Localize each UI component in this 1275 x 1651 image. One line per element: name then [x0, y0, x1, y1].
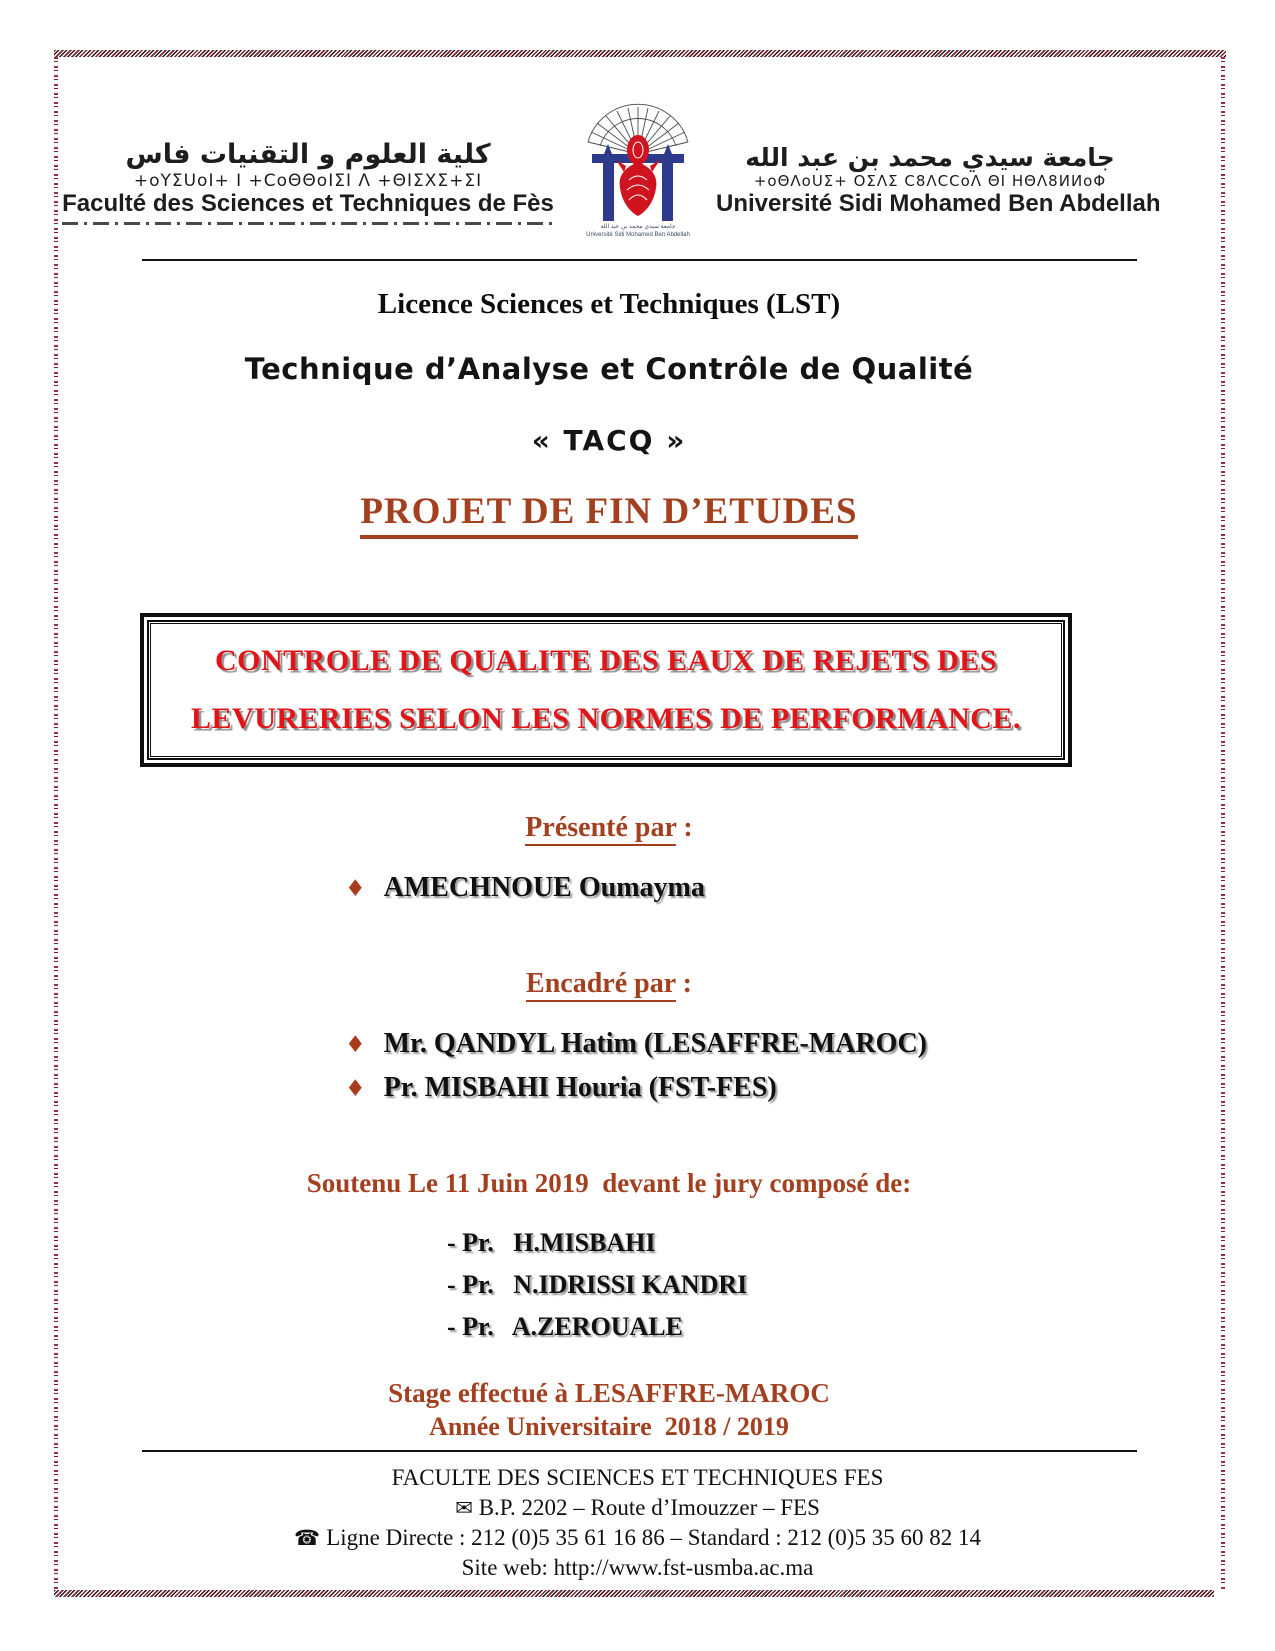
document-type-text: PROJET DE FIN D’ETUDES — [360, 491, 857, 539]
supervisor-item — [345, 1072, 927, 1104]
emblem-caption — [574, 224, 702, 240]
supervisor-name: Pr. MISBAHI Houria (FST-FES) — [383, 1072, 777, 1103]
faculty-name-french: Faculté des Sciences et Techniques de Fès — [62, 190, 554, 218]
supervised-by-heading: Encadré par : — [0, 968, 1218, 1000]
subject-box-content — [150, 623, 1062, 757]
specialty-acronym: « TACQ » — [531, 424, 687, 457]
mail-icon: ✉ — [455, 1496, 473, 1520]
document-type-title — [0, 490, 1218, 533]
subject-box-inner-border — [147, 620, 1065, 760]
faculty-dashdot-underline — [62, 222, 554, 225]
supervisor-item — [345, 1028, 927, 1060]
defense-heading: Soutenu Le 11 Juin 2019 devant le jury composé de: — [306, 1168, 912, 1198]
footer-institution-name: FACULTE DES SCIENCES ET TECHNIQUES FES — [391, 1465, 884, 1490]
subject-box — [140, 613, 1072, 767]
footer-phone-line — [0, 1523, 1275, 1553]
footer-address-line — [0, 1493, 1275, 1523]
frame-top-border — [54, 50, 1226, 57]
emblem-caption-arabic: جامعة سيدي محمد بن عبد الله — [600, 224, 676, 230]
diamond-bullet-icon: ♦ — [345, 1076, 366, 1102]
jury-member: - Pr. A.ZEROUALE — [447, 1312, 683, 1341]
footer-separator-line — [142, 1450, 1137, 1452]
presented-by-heading: Présenté par : — [0, 812, 1218, 844]
jury-member: - Pr. H.MISBAHI — [447, 1228, 656, 1257]
jury-member: - Pr. N.IDRISSI KANDRI — [447, 1270, 748, 1299]
diamond-bullet-icon: ♦ — [345, 1032, 366, 1058]
diamond-bullet-icon: ♦ — [345, 876, 366, 902]
program-title: Licence Sciences et Techniques (LST) — [377, 288, 841, 320]
subject-title-line2: LEVURERIES SELON LES NORMES DE PERFORMANCE. — [191, 702, 1021, 735]
university-emblem-logo — [574, 100, 702, 242]
footer-address-text: B.P. 2202 – Route d’Imouzzer – FES — [478, 1495, 820, 1520]
footer-phone-text: Ligne Directe : 212 (0)5 35 61 16 86 – Standard : 212 (0)5 35 60 82 14 — [326, 1525, 981, 1550]
university-header-block — [716, 142, 1161, 217]
university-name-arabic: جامعة سيدي محمد بن عبد الله — [745, 143, 1115, 172]
specialty-title: Technique d’Analyse et Contrôle de Qualité — [244, 352, 974, 386]
subject-title-line1: CONTROLE DE QUALITE DES EAUX DE REJETS DES — [214, 644, 997, 677]
faculty-header-block — [62, 138, 554, 225]
jury-list — [447, 1228, 747, 1354]
frame-right-border — [1221, 57, 1225, 1590]
emblem-caption-french: Université Sidi Mohamed Ben Abdellah — [586, 231, 690, 238]
phone-icon: ☎ — [294, 1526, 321, 1550]
internship-company-line: Stage effectué à LESAFFRE-MAROC — [388, 1378, 830, 1408]
header-separator-line — [142, 259, 1137, 261]
supervisor-name: Mr. QANDYL Hatim (LESAFFRE-MAROC) — [383, 1028, 927, 1059]
student-item — [345, 872, 705, 904]
frame-bottom-border — [54, 1590, 1214, 1597]
supervisors-list — [345, 1028, 927, 1116]
university-name-french: Université Sidi Mohamed Ben Abdellah — [716, 189, 1161, 217]
students-list — [345, 872, 705, 916]
faculty-name-arabic: كلية العلوم و التقنيات فاس — [125, 139, 491, 170]
footer-contact-block — [0, 1463, 1275, 1583]
university-name-tifinagh: +oΘΛoUΣ+ ΟΣΛΣ C8ΛCCoΛ ΘΙ HΘΛ8ИИoΦ — [753, 172, 1107, 191]
footer-website-line: Site web: http://www.fst-usmba.ac.ma — [461, 1555, 814, 1580]
student-name: AMECHNOUE Oumayma — [383, 872, 705, 903]
academic-year-line: Année Universitaire 2018 / 2019 — [429, 1412, 789, 1441]
faculty-name-tifinagh: +oYΣUoI+ I +CoΘΘoIΣI Λ +ΘIΣXΣ+ΣI — [133, 170, 483, 191]
